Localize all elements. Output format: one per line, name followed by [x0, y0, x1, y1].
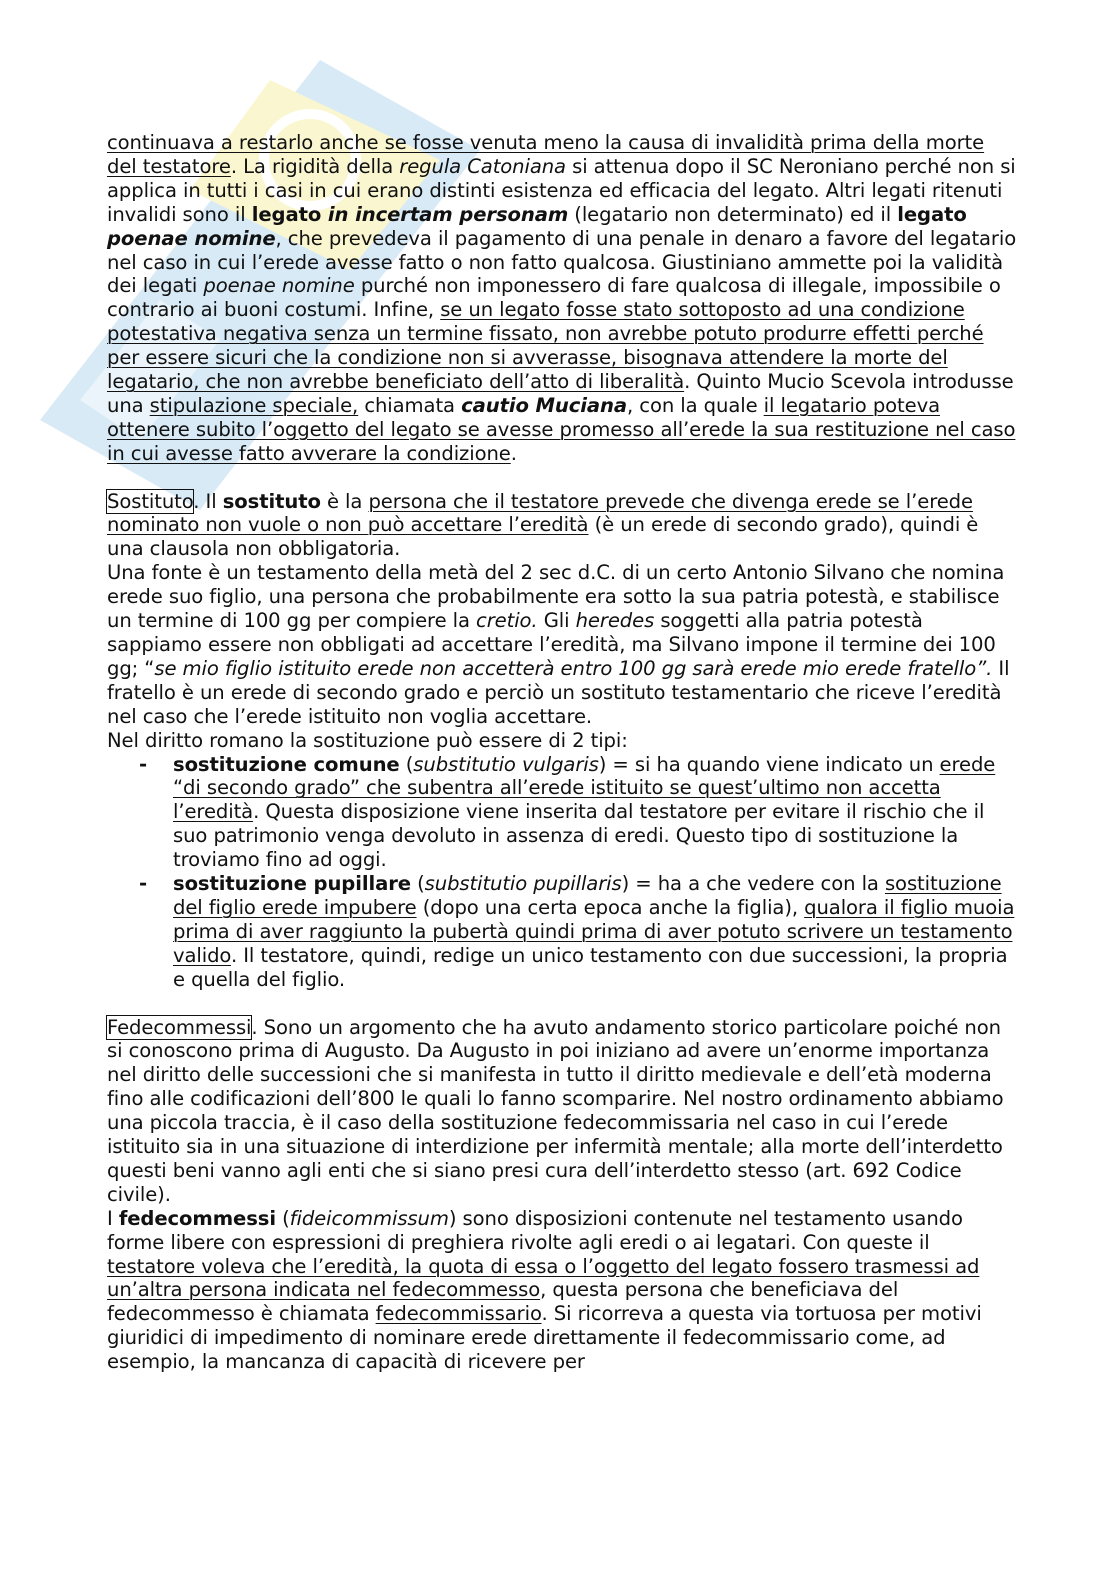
paragraph-p5 — [107, 1016, 1017, 1207]
text-run: cautio Muciana — [461, 393, 628, 417]
text-run: erede “di secondo grado” che subentra all’erede istituito se quest’ultimo non accetta l’eredità — [173, 752, 996, 824]
text-run: ) = ha a che vedere con la — [621, 872, 885, 896]
text-run: testatore voleva che l’eredità, la quota di essa o l’oggetto del legato fossero trasmessi ad un’altra persona indicata nel fedecommesso — [107, 1254, 980, 1302]
text-run: (dopo una certa epoca anche la figlia), — [416, 895, 805, 919]
list-item — [139, 752, 1017, 873]
text-run: ( — [410, 872, 425, 896]
text-run: poenae nomine — [203, 274, 355, 298]
text-run: in incertam personam — [327, 202, 569, 226]
document-body — [107, 131, 1017, 1374]
text-run: Nel diritto romano la sostituzione può essere di 2 tipi: — [107, 728, 628, 752]
text-run: heredes — [575, 609, 655, 633]
text-run: sostituzione comune — [173, 752, 400, 776]
text-run: , con la quale — [627, 393, 764, 417]
text-run: stipulazione speciale, — [149, 393, 359, 417]
text-run: continuava a restarlo anche se fosse venuta meno la causa di invalidità prima della morte del testatore — [107, 131, 985, 178]
text-run: I — [107, 1206, 119, 1230]
text-run: fedecommessi — [118, 1206, 276, 1230]
text-run: . Questa disposizione viene inserita dal testatore per evitare il rischio che il suo patrimonio venga devoluto in assenza di eredi. Questo tipo di sostituzione la troviamo fino ad oggi. — [173, 800, 985, 872]
text-run: regula Catoniana — [399, 154, 566, 178]
paragraph-p3 — [107, 561, 1017, 728]
text-run: sostituzione pupillare — [173, 872, 411, 896]
text-run: poenae nomine — [107, 226, 276, 250]
text-run: sostituzione del figlio erede impubere — [173, 872, 1002, 919]
list-item — [139, 872, 1017, 992]
text-run: , questa persona che beneficiava del fedecommesso è chiamata — [107, 1278, 899, 1326]
text-run: se mio figlio istituito erede non accetterà entro 100 gg sarà erede mio erede fratello”. — [154, 656, 993, 680]
paragraph-gap — [107, 466, 1017, 490]
text-run: persona che il testatore prevede che divenga erede se l’erede nominato non vuole o non può accettare l’eredità — [107, 489, 973, 537]
dash-list — [107, 753, 1017, 992]
text-run: (è un erede di secondo grado), quindi è una clausola non obbligatoria. — [107, 513, 979, 561]
text-run: Il fratello è un erede di secondo grado e perciò un sostituto testamentario che riceve l’eredità nel caso che l’erede istituito non voglia accettare. — [107, 656, 1010, 728]
text-run: ) = si ha quando viene indicato un — [598, 752, 940, 776]
text-run: legato — [251, 202, 328, 226]
text-run: il legatario poteva ottenere subito l’oggetto del legato se avesse promesso all’erede la sua restituzione nel caso in cui avesse fatto avverare la condizione — [107, 393, 1016, 465]
paragraph-gap — [107, 992, 1017, 1016]
paragraph-p2 — [107, 490, 1017, 562]
text-run: è la — [320, 489, 369, 513]
text-run: substitutio vulgaris — [413, 752, 599, 776]
text-run: . La rigidità della — [230, 154, 400, 178]
text-run: . Quinto Mucio Scevola introdusse una — [107, 370, 1014, 417]
text-run: se un legato fosse stato sottoposto ad una condizione potestativa negativa senza un termine fissato, non avrebbe potuto produrre effetti perché per essere sicuri che la condizione non si avverasse, bisognava attendere la morte del legatario, che non avrebbe beneficiato dell’atto di liberalità — [107, 298, 984, 394]
text-run: ) sono disposizioni contenute nel testamento usando forme libere con espressioni di preghiera rivolte agli eredi o ai legatari. Con queste il — [107, 1206, 963, 1254]
text-run: cretio. — [476, 609, 538, 633]
list-bullet: - — [139, 872, 148, 896]
text-run: legato — [897, 202, 967, 226]
text-run: purché non imponessero di fare qualcosa di illegale, impossibile o contrario ai buoni costumi. Infine, — [107, 274, 1001, 322]
section-heading: Fedecommessi — [107, 1015, 252, 1039]
text-run: ( — [399, 752, 414, 776]
paragraph-p1 — [107, 131, 1017, 466]
text-run: si attenua dopo il SC Neroniano perché non si applica in tutti i casi in cui erano distinti esistenza ed efficacia del legato. Altri legati ritenuti invalidi sono il — [107, 154, 1016, 226]
text-run: . Il testatore, quindi, redige un unico testamento con due successioni, la propria e quella del figlio. — [173, 943, 1008, 991]
text-run: chiamata — [358, 393, 462, 417]
text-run: qualora il figlio muoia prima di aver raggiunto la pubertà quindi prima di aver potuto scrivere un testamento valido — [173, 895, 1015, 967]
paragraph-p6 — [107, 1207, 1017, 1374]
text-run: fideicommissum — [289, 1206, 449, 1230]
text-run: (legatario non determinato) ed il — [568, 202, 898, 226]
text-run: substitutio pupillaris — [424, 872, 622, 896]
text-run: sostituto — [222, 489, 321, 513]
text-run: Gli — [537, 609, 576, 633]
text-run: Una fonte è un testamento della metà del 2 sec d.C. di un certo Antonio Silvano che nomina erede suo figlio, una persona che probabilmente era sotto la sua patria potestà, e stabilisce un termine di 100 gg per compiere la — [107, 561, 1005, 633]
list-bullet: - — [139, 752, 148, 776]
text-run: ( — [275, 1206, 290, 1230]
text-run: . Si ricorreva a questa via tortuosa per motivi giuridici di impedimento di nominare erede direttamente il fedecommissario come, ad esempio, la mancanza di capacità di ricevere per — [107, 1302, 982, 1374]
text-run: . — [510, 441, 517, 465]
section-heading: Sostituto — [107, 489, 194, 513]
text-run: . Il — [193, 489, 223, 513]
text-run: , che prevedeva il pagamento di una penale in denaro a favore del legatario nel caso in cui l’erede avesse fatto o non fatto qualcosa. Giustiniano ammette poi la validità dei legati — [107, 226, 1017, 298]
text-run: . Sono un argomento che ha avuto andamento storico particolare poiché non si conoscono prima di Augusto. Da Augusto in poi iniziano ad avere un’enorme importanza nel diritto delle successioni che si manifesta in tutto il diritto medievale e dell’età moderna fino alle codificazioni dell’800 le quali lo fanno scomparire. Nel nostro ordinamento abbiamo una piccola traccia, è il caso della sostituzione fedecommissaria nel caso in cui l’erede istituito sia in una situazione di interdizione per infermità mentale; alla morte dell’interdetto questi beni vanno agli enti che si siano presi cura dell’interdetto stesso (art. 692 Codice civile). — [107, 1015, 1004, 1206]
text-run: fedecommissario — [375, 1302, 542, 1326]
paragraph-p4 — [107, 729, 1017, 753]
text-run: soggetti alla patria potestà sappiamo essere non obbligati ad accettare l’eredità, ma Silvano impone il termine dei 100 gg; “ — [107, 609, 996, 680]
